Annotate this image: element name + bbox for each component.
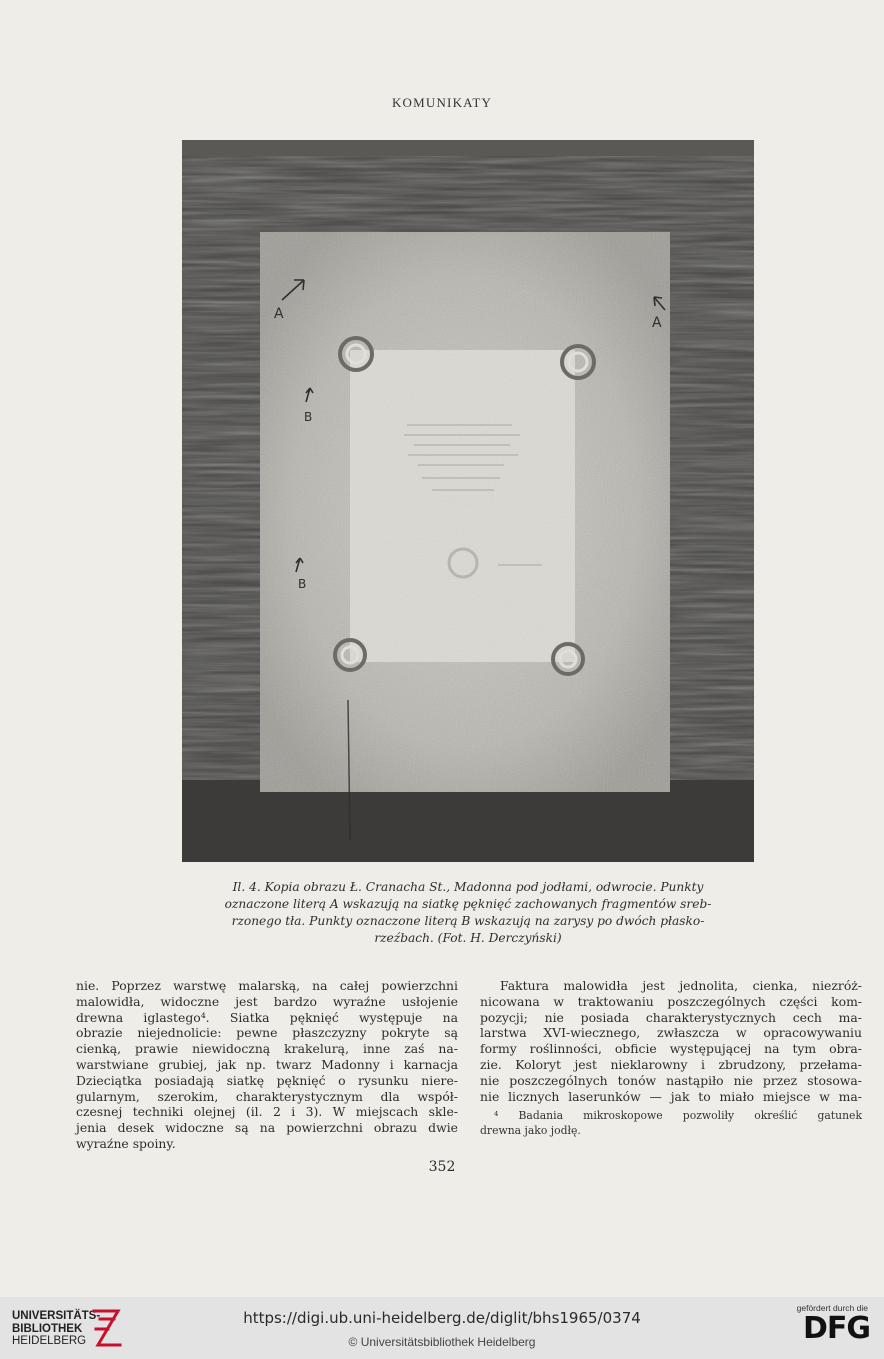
library-name-line: BIBLIOTHEK [12, 1322, 83, 1335]
right-column-text [480, 978, 862, 1104]
text-line: warstwiane grubiej, jak np. twarz Madonny i karnacja [76, 1056, 458, 1072]
figure-photograph [182, 140, 754, 862]
text-line: pozycji; nie posiada charakterystycznych cech ma- [480, 1009, 862, 1025]
viewer-footer [0, 1297, 884, 1359]
page-number: 352 [428, 1159, 456, 1175]
footnote-line: drewna jako jodłę. [480, 1124, 581, 1137]
sponsor-label: gefördert durch die [796, 1303, 868, 1313]
caption-line: rzeźbach. (Fot. H. Derczyński) [374, 931, 562, 945]
footnote [480, 1108, 862, 1138]
text-line: zie. Koloryt jest nieklarowny i zbrudzony, przełama- [480, 1056, 862, 1072]
caption-line: oznaczone literą A wskazują na siatkę pęknięć zachowanych fragmentów sreb- [224, 897, 712, 911]
caption-line: Il. 4. Kopia obrazu Ł. Cranacha St., Madonna pod jodłami, odwrocie. Punkty [232, 880, 704, 894]
caption-line: rzonego tła. Punkty oznaczone literą B wskazują na zarysy po dwóch płasko- [231, 914, 705, 928]
marker-b-2: B [298, 577, 307, 591]
text-line: Faktura malowidła jest jednolita, cienka, niezróż- [500, 978, 862, 993]
text-line: nie poszczególnych tonów nastąpiło nie przez stosowa- [480, 1072, 862, 1088]
figure-caption [168, 879, 768, 947]
running-title: KOMUNIKATY [391, 95, 493, 110]
text-line: Dzieciątka posiadają siatkę pęknięć o rysunku niere- [76, 1072, 458, 1088]
text-line: formy roślinności, obficie występującej na tym obra- [480, 1041, 862, 1057]
text-line: cienką, prawie niewidoczną krakelurą, inne zaś na- [76, 1041, 458, 1057]
marker-a-2: A [652, 315, 662, 331]
marker-a-1: A [274, 306, 284, 322]
permalink-url[interactable]: https://digi.ub.uni-heidelberg.de/diglit/bhs1965/0374 [243, 1309, 641, 1327]
text-line: gularnym, szerokim, charakterystycznym dla współ- [76, 1088, 458, 1104]
painting-reverse-photo [182, 140, 754, 862]
library-name-line: HEIDELBERG [12, 1335, 87, 1347]
left-column-text [76, 978, 458, 1152]
text-line: drewna iglastego⁴. Siatka pęknięć występuje na [76, 1009, 458, 1025]
text-line: czesnej techniki olejnej (il. 2 i 3). W miejscach skle- [76, 1104, 458, 1120]
marker-b-1: B [304, 410, 313, 424]
copyright-notice: © Universitätsbibliothek Heidelberg [348, 1335, 536, 1349]
text-line: wyraźne spoiny. [76, 1135, 176, 1151]
text-line: nie. Poprzez warstwę malarską, na całej powierzchni [76, 978, 458, 993]
text-line: larstwa XVI-wiecznego, zwłaszcza w opracowywaniu [480, 1025, 862, 1041]
text-line: jenia desek widoczne są na powierzchni obrazu dwie [76, 1120, 458, 1136]
text-line: nicowana w traktowaniu poszczególnych części kom- [480, 993, 862, 1009]
footnote-line: ⁴ Badania mikroskopowe pozwoliły określić gatunek [494, 1109, 862, 1122]
text-line: nie licznych laserunków — jak to miało miejsce w ma- [480, 1088, 862, 1104]
library-name-line: UNIVERSITÄTS- [12, 1310, 101, 1322]
dfg-logo[interactable]: DFG [802, 1311, 870, 1346]
text-line: obrazie niejednolicie: pewne płaszczyzny pokryte są [76, 1025, 458, 1041]
text-line: malowidła, widoczne jest bardzo wyraźne usłojenie [76, 993, 458, 1009]
